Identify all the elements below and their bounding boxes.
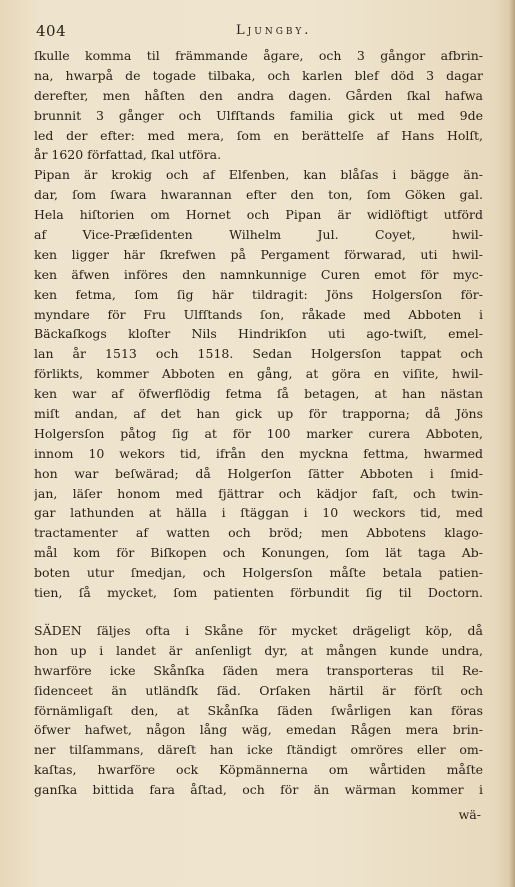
text-line: Holgersſon påtog ſig at för 100 marker curera Abboten, — [34, 425, 483, 441]
text-line: boten utur ſmedjan, och Holgersſon måſte betala patien- — [34, 565, 483, 581]
paragraph-saden — [34, 621, 483, 800]
text-line: miſt andan, af det han gick up för trapporna; då Jöns — [34, 406, 483, 422]
text-line: Bäckaſkogs kloſter Nils Hindrikſon uti ago-twiſt, emel- — [34, 326, 483, 342]
text-line: Pipan är krokig och af Elfenben, kan blåſas i bägge än- — [34, 167, 483, 183]
text-line: öfwer hafwet, någon lång wäg, emedan Rågen mera brin- — [34, 722, 483, 738]
text-line: ken ligger här ſkrefwen på Pergament förwarad, uti hwil- — [34, 246, 483, 262]
text-line: lan år 1513 och 1518. Sedan Holgersſon tappat och — [34, 346, 483, 362]
text-line: na, hwarpå de togade tilbaka, och karlen blef död 3 dagar — [34, 67, 483, 83]
text-line: ken äfwen införes den namnkunnige Curen emot för myc- — [34, 266, 483, 282]
text-line: ganſka bittida fara åſtad, och för än wärman kommer i — [34, 782, 483, 798]
text-line: ſidenceet än utländſk ſäd. Orſaken härtil är förſt och — [34, 682, 483, 698]
text-line: ner tilſammans, däreſt han icke ſtändigt omröres eller om- — [34, 742, 483, 758]
paragraph-pipan — [34, 46, 483, 603]
text-line: ken fetma, ſom ſig här tildragit: Jöns Holgersſon för- — [34, 286, 483, 302]
text-line: innom 10 wekors tid, ifrån den myckna fettma, hwarmed — [34, 445, 483, 461]
text-line: ſkulle komma til främmande ågare, och 3 gångor afbrin- — [34, 48, 483, 63]
text-line: derefter, men håſten den andra dagen. Gården ſkal hafwa — [34, 87, 483, 103]
text-line: myndare för Fru Ulfſtands ſon, råkade med Abboten i — [34, 306, 483, 322]
text-line: förnämligaſt den, at Skånſka ſäden ſwårligen kan föras — [34, 702, 483, 718]
text-line: ken war af öfwerflödig fetma ſå betagen, at han nästan — [34, 386, 483, 402]
text-line: hwarföre icke Skånſka ſäden mera transporteras til Re- — [34, 662, 483, 678]
text-line: brunnit 3 gånger och Ulfſtands familia gick ut med 9de — [34, 107, 483, 123]
text-line: år 1620 författad, ſkal utföra. — [34, 147, 222, 163]
paragraph-gap — [34, 603, 483, 621]
body-text — [34, 46, 483, 800]
text-line: hon up i landet är anſenligt dyr, at mången kunde undra, — [34, 642, 483, 658]
running-head: Ljungby. — [236, 23, 312, 38]
text-line: Hela hiſtorien om Hornet och Pipan är widlöftigt utförd — [34, 207, 483, 223]
text-line: tractamenter af watten och bröd; men Abbotens klago- — [34, 525, 483, 541]
text-line: SÄDEN ſäljes ofta i Skåne för mycket drägeligt köp, då — [34, 622, 483, 638]
text-line: dar, ſom ſwara hwarannan efter den ton, ſom Göken gal. — [34, 187, 483, 203]
page-header — [36, 22, 480, 44]
catchword: wä- — [458, 807, 481, 822]
text-line: led der efter: med mera, ſom en berättelſe af Hans Holſt, — [34, 127, 483, 143]
text-line: af Vice-Præſidenten Wilhelm Jul. Coyet, hwil- — [34, 227, 483, 243]
text-line: tien, ſå mycket, ſom patienten förbundit ſig til Doctorn. — [34, 585, 483, 601]
page-edge-shadow — [509, 0, 515, 887]
text-line: mål kom för Biſkopen och Konungen, ſom lät taga Ab- — [34, 545, 483, 561]
text-line: jan, läſer honom med fjättrar och kädjor faſt, och twin- — [34, 485, 483, 501]
page-number: 404 — [36, 22, 67, 40]
text-line: gar lathunden at hälla i ſtäggan i 10 weckors tid, med — [34, 505, 483, 521]
text-line: hon war beſwärad; då Holgerſon ſätter Abboten i ſmid- — [34, 465, 483, 481]
text-line: förlikts, kommer Abboten en gång, at göra en viſite, hwil- — [34, 366, 483, 382]
text-line: kaſtas, hwarföre ock Köpmännerna om wårtiden måſte — [34, 762, 483, 778]
